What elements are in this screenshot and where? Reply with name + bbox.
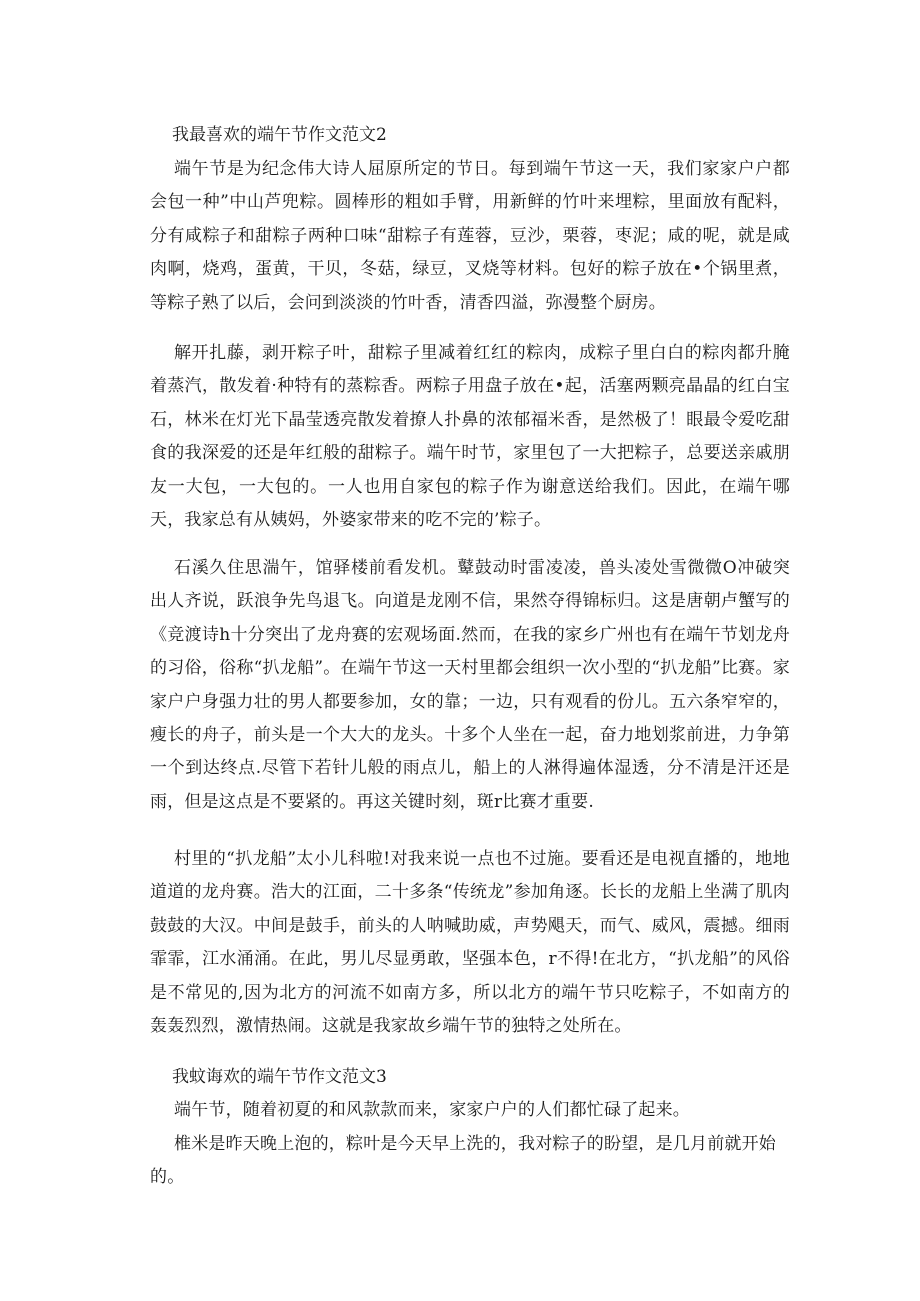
paragraph: 端午节是为纪念伟大诗人屈原所定的节日。每到端午节这一天，我们家家户户都会包一种”中山芦兜粽。圆棒形的粗如手臂，用新鲜的竹叶来埋粽，里面放有配料，分有咸粽子和甜粽子两种口味“甜粽子有莲蓉，豆沙，栗蓉，枣泥；咸的呢，就是咸肉啊，烧鸡，蛋黄，干贝，冬菇，绿豆，叉烧等材料。包好的粽子放在•个锅里煮，等粽子熟了以后，会问到淡淡的竹叶香，清香四溢，弥漫整个厨房。 bbox=[150, 159, 790, 313]
section-heading: 我蚊诲欢的端午节作文范文3 bbox=[172, 1067, 387, 1087]
paragraph: 村里的“扒龙船”太小儿科啦!对我来说一点也不过施。要看还是电视直播的，地地道道的龙舟赛。浩大的江面，二十多条“传统龙”参加角逐。长长的龙船上坐满了肌肉鼓鼓的大汉。中间是鼓手，前头的人呐喊助威，声势飓天，而气、威风，震撼。细雨霏霏，江水涌涌。在此，男儿尽显勇敢，坚强本色，r不得!在北方，“扒龙船”的风俗是不常见的,因为北方的河流不如南方多，所以北方的端午节只吃粽子，不如南方的轰轰烈烈，激情热闹。这就是我家故乡端午节的独特之处所在。 bbox=[150, 849, 790, 1037]
paragraph: 石溪久住思湍午，馆驿楼前看发机。鼙鼓动时雷凌凌，兽头凌处雪微微O冲破突出人齐说，跃浪争先鸟退飞。向道是龙刚不信，果然夺得锦标归。这是唐朝卢蟹写的《竞渡诗h十分突出了龙舟赛的宏观场面.然而，在我的家乡广州也有在端午节划龙舟的习俗，俗称“扒龙船”。在端午节这一天村里都会组织一次小型的“扒龙船”比赛。家家户户身强力壮的男人都要参加，女的靠；一边，只有观看的份儿。五六条窄窄的，瘦长的舟子，前头是一个大大的龙头。十多个人坐在一起，奋力地划浆前进，力争第一个到达终点.尽管下若针儿般的雨点儿，船上的人淋得遍体湿透，分不清是汗还是雨，但是这点是不要紧的。再这关键时刻，斑r比赛才重要. bbox=[150, 558, 790, 812]
paragraph: 解开扎藤，剥开粽子叶，甜粽子里减着红红的粽肉，成粽子里白白的粽肉都升腌着蒸汽，散发着·种特有的蒸粽香。两粽子用盘子放在•起，活塞两颗亮晶晶的红白宝石，林米在灯光下晶莹透亮散发着撩人扑鼻的浓郁福米香，是然极了！眼最令爱吃甜食的我深爱的还是年红般的甜粽子。端午时节，家里包了一大把粽子，总要送亲戚朋友一大包，一大包的。一人也用自家包的粽子作为谢意送给我们。因此，在端午哪天，我家总有从姨妈，外婆家带来的吃不完的’粽子。 bbox=[150, 343, 790, 531]
section-heading: 我最喜欢的端午节作文范文2 bbox=[172, 125, 387, 145]
paragraph: 椎米是昨天晚上泡的，粽叶是今天早上洗的，我对粽子的盼望，是几月前就开始的。 bbox=[150, 1134, 776, 1188]
paragraph: 端午节，随着初夏的和风款款而来，家家户户的人们都忙碌了起来。 bbox=[174, 1100, 690, 1120]
